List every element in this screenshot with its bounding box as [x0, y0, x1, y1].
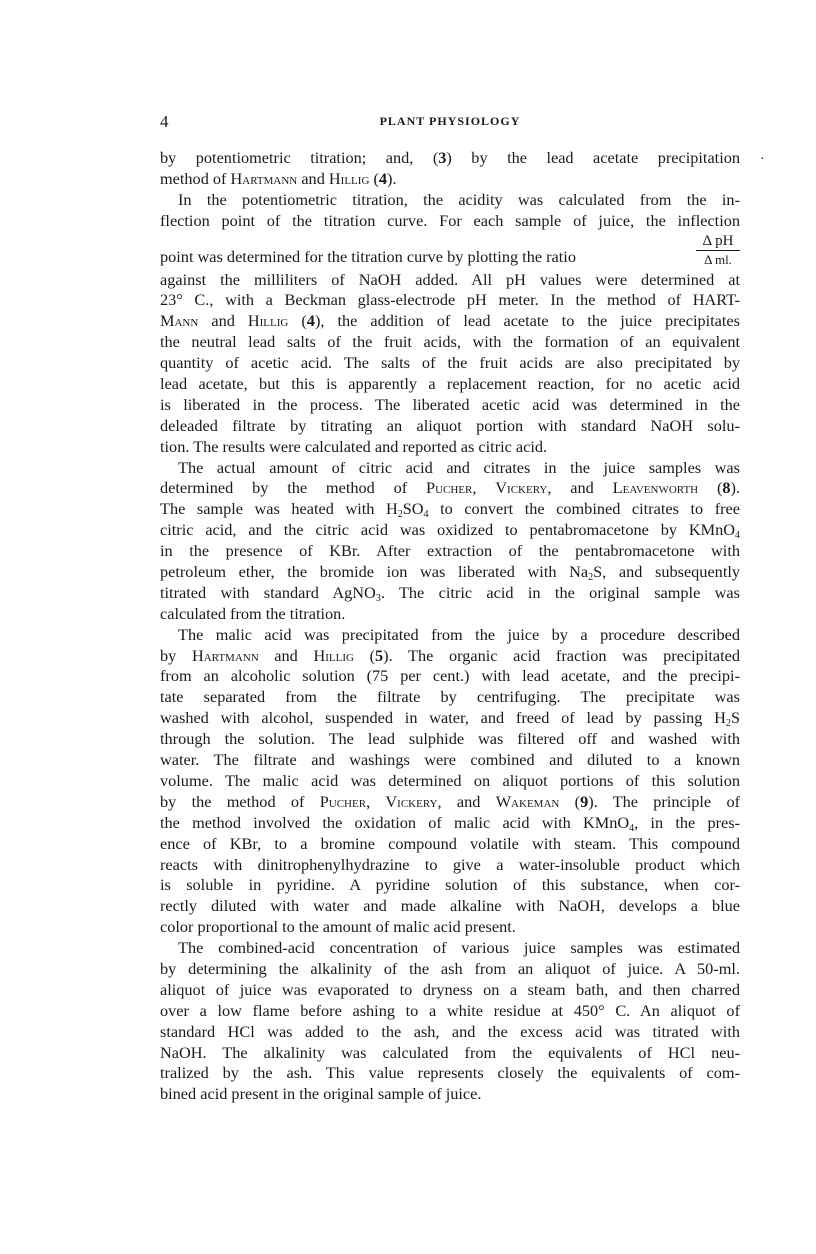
text-line: standard HCl was added to the ash, and the excess acid was titrated with	[160, 1021, 740, 1041]
paragraph-3	[160, 458, 740, 625]
text-line: quantity of acetic acid. The salts of the fruit acids are also precipitated by	[160, 353, 740, 373]
text-line: point was determined for the titration curve by plotting the ratio	[160, 246, 576, 266]
text-line: reacts with dinitrophenylhydrazine to give a water-insoluble product which	[160, 854, 740, 874]
text-line: tate separated from the filtrate by centrifuging. The precipitate was	[160, 687, 740, 707]
text-line: NaOH. The alkalinity was calculated from the equivalents of HCl neu-	[160, 1042, 740, 1062]
text-line: The combined-acid concentration of various juice samples was estimated	[178, 938, 740, 958]
text-line: by the method of Pucher, Vickery, and Wakeman (9). The principle of	[160, 791, 741, 811]
text-line: method of Hartmann and Hillig (4).	[160, 168, 397, 188]
text-line: ence of KBr, to a bromine compound volatile with steam. This compound	[160, 833, 740, 853]
paragraph-2	[160, 190, 740, 458]
text-line: the neutral lead salts of the fruit acids, with the formation of an equivalent	[160, 332, 740, 352]
text-line: deleaded filtrate by titrating an aliquot portion with standard NaOH solu-	[160, 415, 740, 435]
text-line: 23° C., with a Beckman glass-electrode pH meter. In the method of HART-	[160, 290, 740, 310]
page-number: 4	[160, 112, 169, 131]
stray-mark: ·	[760, 152, 765, 167]
text-line: flection point of the titration curve. For each sample of juice, the inflection	[160, 210, 740, 230]
text-line: is soluble in pyridine. A pyridine solution of this substance, when cor-	[160, 875, 740, 895]
text-line: determined by the method of Pucher, Vickery, and Leavenworth (8).	[160, 478, 741, 498]
text-line: is liberated in the process. The liberated acetic acid was determined in the	[160, 394, 740, 414]
text-line: aliquot of juice was evaporated to dryness on a steam bath, and then charred	[160, 979, 740, 999]
text-line: water. The filtrate and washings were combined and diluted to a known	[160, 750, 740, 770]
text-line: titrated with standard AgNO$_3$. The citric acid in the original sample was	[160, 582, 740, 604]
text-line: volume. The malic acid was determined on aliquot portions of this solution	[160, 770, 740, 790]
text-line: The malic acid was precipitated from the juice by a procedure described	[178, 624, 740, 644]
text-line: washed with alcohol, suspended in water, and freed of lead by passing $H_2S$	[160, 708, 740, 730]
text-line: bined acid present in the original sample of juice.	[160, 1084, 482, 1104]
fraction-numerator: Δ pH	[696, 232, 740, 251]
body-text	[160, 148, 740, 1105]
page-header	[160, 112, 740, 136]
text-line-with-fraction	[160, 232, 740, 270]
text-line: through the solution. The lead sulphide was filtered off and washed with	[160, 729, 740, 749]
text-line: calculated from the titration.	[160, 603, 346, 623]
ratio-fraction	[696, 232, 740, 269]
paragraph-5	[160, 938, 740, 1105]
journal-title: PLANT PHYSIOLOGY	[379, 114, 521, 128]
fraction-denominator: Δ ml.	[704, 251, 732, 267]
text-line: petroleum ether, the bromide ion was liberated with $Na_2S$, and subsequently	[160, 562, 741, 584]
text-line: by determining the alkalinity of the ash from an aliquot of juice. A 50-ml.	[160, 958, 740, 978]
text-line: rectly diluted with water and made alkaline with NaOH, develops a blue	[160, 896, 740, 916]
text-line: against the milliliters of NaOH added. All pH values were determined at	[160, 269, 740, 289]
text-line: The actual amount of citric acid and citrates in the juice samples was	[178, 457, 740, 477]
text-line: the method involved the oxidation of malic acid with KMnO$_4$, in the pres-	[160, 812, 740, 834]
text-line: tion. The results were calculated and reported as citric acid.	[160, 436, 548, 456]
text-line: tralized by the ash. This value represents closely the equivalents of com-	[160, 1063, 740, 1083]
text-line: The sample was heated with $H_2SO_4$ to convert the combined citrates to free	[160, 499, 740, 521]
text-line: Mann and Hillig (4), the addition of lead acetate to the juice precipitates	[160, 311, 740, 331]
text-line: over a low flame before ashing to a white residue at 450° C. An aliquot of	[160, 1000, 740, 1020]
text-line: In the potentiometric titration, the acidity was calculated from the in-	[178, 189, 740, 209]
text-line: by potentiometric titration; and, (3) by the lead acetate precipitation	[160, 148, 740, 167]
text-line: lead acetate, but this is apparently a replacement reaction, for no acetic acid	[160, 374, 740, 394]
text-line: in the presence of KBr. After extraction of the pentabromacetone with	[160, 541, 740, 561]
text-line: citric acid, and the citric acid was oxidized to pentabromacetone by KMnO$_4$	[160, 520, 740, 542]
text-line: from an alcoholic solution (75 per cent.) with lead acetate, and the precipi-	[160, 666, 740, 686]
text-line: by Hartmann and Hillig (5). The organic acid fraction was precipitated	[160, 645, 740, 665]
paragraph-1	[160, 148, 740, 190]
paragraph-4	[160, 625, 740, 938]
text-line: color proportional to the amount of malic acid present.	[160, 917, 516, 937]
